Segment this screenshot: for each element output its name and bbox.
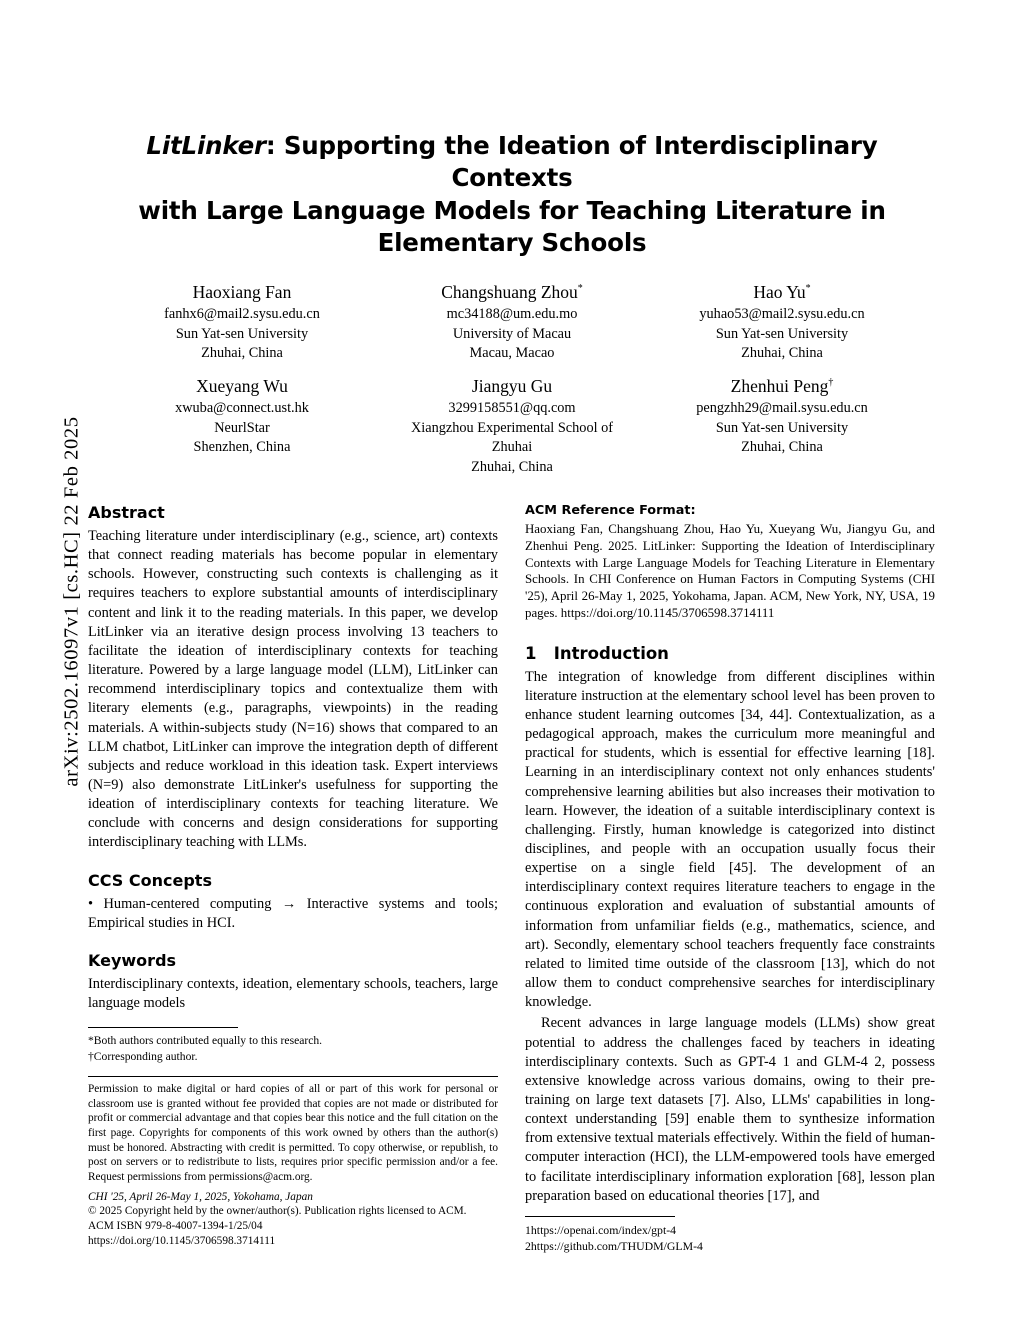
doi-link[interactable]: https://doi.org/10.1145/3706598.3714111 [88, 1234, 276, 1247]
intro-paragraph-2: Recent advances in large language models (LLMs) show great potential to address the challenges faced by teachers in ideating interdisciplinary contexts. Such as GPT-4 1 and GLM-4 2, possess extensive knowledge across various domains, owing to their pre-training on large text datasets [7]. Also, LLMs' capabilities in long-context understanding [59] enable them to synthesize information from extensive textual materials effectively. Within the field of human-computer interaction (HCI), the LLM-empowered tools have emerged to facilitate interdisciplinary information exploration [68], lesson plan preparation based on educational theories [17], and [525, 1015, 935, 1204]
author-entry [647, 281, 917, 363]
keywords-heading: Keywords [88, 950, 177, 970]
permission-block [88, 1076, 498, 1248]
arxiv-stamp: arXiv:2502.16097v1 [cs.HC] 22 Feb 2025 [60, 416, 83, 787]
footnote-corresponding-author: †Corresponding author. [88, 1049, 198, 1063]
footnote-gpt4-url[interactable]: 1https://openai.com/index/gpt-4 [525, 1222, 677, 1237]
author-affiliation: University of Macau [452, 325, 572, 342]
right-column-footnotes [525, 1216, 935, 1255]
isbn-line: ACM ISBN 979-8-4007-1394-1/25/04 [88, 1219, 263, 1232]
author-affiliation: Sun Yat-sen University [715, 419, 849, 436]
author-email[interactable]: pengzhh29@mail.sysu.edu.cn [696, 400, 868, 417]
author-email[interactable]: fanhx6@mail2.sysu.edu.cn [164, 306, 320, 323]
author-sup: † [828, 377, 834, 389]
permission-divider [88, 1076, 498, 1077]
body-columns [88, 503, 936, 1255]
author-email[interactable]: xwuba@connect.ust.hk [175, 400, 309, 417]
title-line-3: Elementary Schools [377, 227, 647, 257]
author-location: Macau, Macao [469, 344, 555, 361]
footnote-glm4-url[interactable]: 2https://github.com/THUDM/GLM-4 [525, 1239, 703, 1254]
acm-reference-format-heading: ACM Reference Format: [525, 502, 696, 518]
author-footnotes [88, 1027, 498, 1064]
author-affiliation: Sun Yat-sen University [715, 325, 849, 342]
author-entry [107, 281, 377, 363]
author-name: Hao Yu [753, 282, 806, 303]
author-name: Jiangyu Gu [471, 376, 553, 397]
author-sup: * [577, 283, 583, 295]
author-name: Xueyang Wu [196, 376, 288, 397]
footnote-divider-right [525, 1216, 675, 1217]
page-title [88, 130, 936, 259]
author-affiliation-2: Zhuhai [491, 439, 533, 456]
footnote-divider [88, 1027, 238, 1028]
author-location: Zhuhai, China [201, 344, 283, 361]
conference-info: CHI '25, April 26-May 1, 2025, Yokohama, Japan [88, 1190, 313, 1203]
author-entry [647, 375, 917, 477]
ccs-text: • Human-centered computing → Interactive systems and tools; Empirical studies in HCI. [88, 895, 498, 931]
section-number: 1 [525, 643, 537, 663]
author-affiliation: NeurlStar [214, 419, 270, 436]
author-affiliation: Sun Yat-sen University [175, 325, 309, 342]
author-email[interactable]: mc34188@um.edu.mo [446, 306, 578, 323]
author-location: Zhuhai, China [741, 439, 823, 456]
title-line-2: with Large Language Models for Teaching Literature in [138, 195, 886, 225]
abstract-text: Teaching literature under interdisciplinary (e.g., science, art) contexts that connect reading materials has become popular in elementary schools. However, constructing such contexts is challenging as it requires teachers to explore substantial amounts of interdisciplinary content and link it to the reading materials. In this paper, we develop LitLinker via an iterative design process involving 13 teachers to facilitate the ideation of interdisciplinary contexts for teaching literature. Powered by a large language model (LLM), LitLinker can recommend interdisciplinary topics and contextualize them with literary elements (e.g., paragraphs, viewpoints) in the reading materials. A within-subjects study (N=16) shows that compared to an LLM chatbot, LitLinker can improve the integration depth of different subjects and reduce workload in this ideation task. Expert interviews (N=9) also demonstrate LitLinker's usefulness for supporting the ideation of interdisciplinary contexts for teaching literature. We conclude with concerns and design considerations for supporting interdisciplinary teaching with LLMs. [88, 527, 498, 851]
author-location: Zhuhai, China [741, 344, 823, 361]
acm-reference-format-text: Haoxiang Fan, Changshuang Zhou, Hao Yu, Xueyang Wu, Jiangyu Gu, and Zhenhui Peng. 2025. LitLinker: Supporting the Ideation of Interdisciplinary Contexts with Large Language Models for Teaching Literature in Elementary Schools. In CHI Conference on Human Factors in Computing Systems (CHI '25), April 26-May 1, 2025, Yokohama, Japan. ACM, New York, NY, USA, 19 pages. https://doi.org/10.1145/3706598.3714111 [525, 521, 935, 620]
right-column [525, 503, 935, 1255]
author-location: Zhuhai, China [471, 458, 553, 475]
author-entry [107, 375, 377, 477]
author-name: Changshuang Zhou [441, 282, 578, 303]
abstract-heading: Abstract [88, 502, 165, 522]
footnote-equal-contribution: *Both authors contributed equally to this research. [88, 1034, 323, 1048]
author-row [88, 281, 936, 363]
author-location: Shenzhen, China [193, 439, 291, 456]
author-entry [377, 281, 647, 363]
left-column [88, 503, 498, 1255]
title-line-1-rest: : Supporting the Ideation of Interdisciplinary Contexts [265, 131, 878, 193]
title-system-name: LitLinker [146, 131, 266, 160]
permission-text: Permission to make digital or hard copies of all or part of this work for personal or classroom use is granted without fee provided that copies are not made or distributed for profit or commercial advantage and that copies bear this notice and the full citation on the first page. Copyrights for components of this work owned by others than the author(s) must be honored. Abstracting with credit is permitted. To copy otherwise, or republish, to post on servers or to redistribute to lists, requires prior specific permission and/or a fee. Request permissions from permissions@acm.org. [88, 1082, 498, 1183]
author-affiliation: Xiangzhou Experimental School of [410, 419, 614, 436]
author-entry [377, 375, 647, 477]
section-title: Introduction [553, 643, 669, 663]
copyright-line: © 2025 Copyright held by the owner/author(s). Publication rights licensed to ACM. [88, 1205, 467, 1218]
author-email[interactable]: 3299158551@qq.com [448, 400, 576, 417]
author-block [88, 281, 936, 477]
author-sup: * [805, 283, 811, 295]
author-name: Zhenhui Peng [730, 376, 829, 397]
author-name: Haoxiang Fan [192, 282, 292, 303]
author-row [88, 375, 936, 477]
introduction-heading [525, 644, 935, 663]
keywords-text: Interdisciplinary contexts, ideation, elementary schools, teachers, large language models [88, 975, 498, 1012]
author-email[interactable]: yuhao53@mail2.sysu.edu.cn [699, 306, 865, 323]
ccs-heading: CCS Concepts [88, 870, 212, 890]
intro-paragraph-1: The integration of knowledge from different disciplines within literature instruction at the elementary school level has been proven to enhance student learning outcomes [34, 44]. Contextualization, as a pedagogical approach, makes the curriculum more meaningful and practical for students, which is essential for effective learning [18]. Learning in an interdisciplinary context not only enhances students' comprehensive learning abilities but also increases their motivation to learn. However, the ideation of a suitable interdisciplinary context is challenging. Firstly, human knowledge is categorized into distinct disciplines, and people with an occupation usually focus their expertise on a single field [45]. The development of an interdisciplinary context requires literature teachers to engage in the continuous exploration and evaluation of substantial amounts of information from unfamiliar fields (e.g., mathematics, science, and art). Secondly, elementary school teachers frequently face constraints related to limited time outside of the classroom [13], which do not allow them to conduct comprehensive searches for interdisciplinary knowledge. [525, 668, 935, 1011]
paper-page [88, 0, 936, 1325]
